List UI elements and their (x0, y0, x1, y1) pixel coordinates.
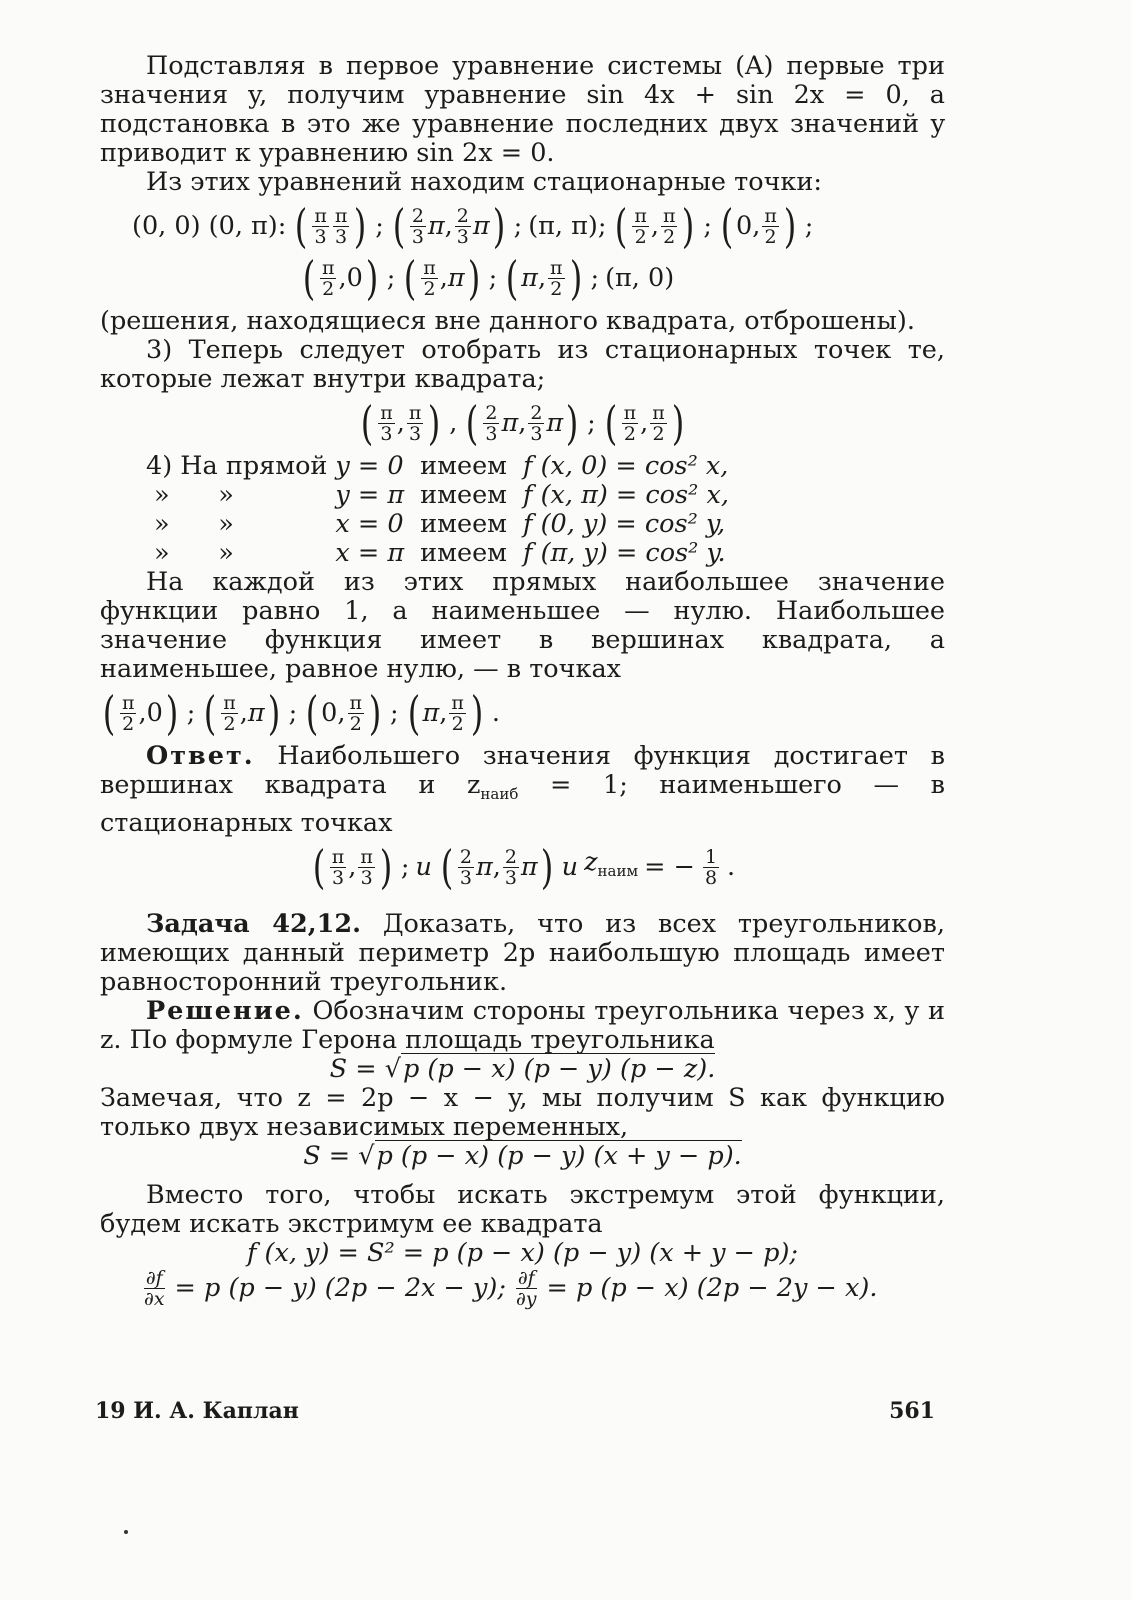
answer-label: Ответ. (146, 741, 255, 771)
table-row: » » y = π имеем f (x, π) = cos² x, (154, 480, 729, 510)
task-label: Задача 42,12. (146, 909, 361, 940)
answer-formula: ( $\frac{\pi}{3}$ , $\frac{\pi}{3}$ ) ; и ( $\frac{2}{3}$ π , $\frac{2}{3}$ π ) и $z_{наим}$ = − $\frac{1}{8}$ . (100, 844, 945, 890)
stationary-points-row2: ( $\frac{\pi}{2}$ , 0 ) ; ( $\frac{\pi}{2}$ , π ) ; ( π , $\frac{\pi}{2}$ ) ; (π, 0) (300, 255, 945, 301)
point-pi2-0: ( $\frac{\pi}{2}$ , 0 ) (300, 255, 381, 301)
point-pi3-pi3: ( $\frac{\pi}{3}$ $\frac{\pi}{3}$ ) (292, 203, 369, 249)
interior-points: ( $\frac{\pi}{3}$ , $\frac{\pi}{3}$ ) , ( $\frac{2}{3}$ π , $\frac{2}{3}$ π ) ; ( $\frac{\pi}{2}$ , $\frac{\pi}{2}$ ) (100, 400, 945, 446)
point-pi-pi2: ( π , $\frac{\pi}{2}$ ) (503, 255, 584, 301)
points-prefix: (0, 0) (0, π): (132, 210, 287, 241)
point-pi-pi: (π, π); (528, 210, 607, 241)
point-pi2-pi: ( $\frac{\pi}{2}$ , π ) (401, 255, 482, 301)
paragraph-step3: 3) Теперь следует отобрать из стационарных точек те, которые лежат внутри квадрата; (100, 335, 945, 394)
page-footer (95, 1398, 935, 1424)
min-points: ( $\frac{\pi}{2}$ , 0 ) ; ( $\frac{\pi}{2}$ , π ) ; ( 0 , $\frac{\pi}{2}$ ) ; ( π , $\frac{\pi}{2}$ ) . (100, 690, 945, 736)
paragraph-stationary-intro: Из этих уравнений находим стационарные точки: (146, 167, 822, 197)
paragraph-substitution: Подставляя в первое уравнение системы (A) первые три значения y, получим уравнение sin 4x + sin 2x = 0, а подстановка в это же уравнение последних двух значений y приводит к уравнению sin 2x = 0. (100, 51, 945, 168)
footer-author: 19 И. А. Каплан (95, 1398, 299, 1424)
point-pi2-pi2: ( $\frac{\pi}{2}$ , $\frac{\pi}{2}$ ) (612, 203, 697, 249)
paragraph-substitute-z: Замечая, что z = 2p − x − y, мы получим S как функцию только двух независимых переменных, (100, 1083, 945, 1143)
table-row: 4) На прямой y = 0 имеем f (x, 0) = cos² x, (146, 451, 729, 481)
paragraph-task: Задача 42,12. Доказать, что из всех треугольников, имеющих данный периметр 2p наибольшую площадь имеет равносторонний треугольник. (100, 909, 945, 998)
page-number: 561 (889, 1398, 935, 1424)
paragraph-answer: Ответ. Наибольшего значения функция достигает в вершинах квадрата и $z_{наиб} = 1$; наименьшего — в стационарных точках (100, 741, 946, 839)
point-2pi3-2pi3: ( $\frac{2}{3}$ π , $\frac{2}{3}$ π ) (390, 203, 508, 249)
solution-label: Решение. (146, 996, 304, 1027)
stationary-points-row1: (0, 0) (0, π): ( $\frac{\pi}{3}$ $\frac{\pi}{3}$ ) ; ( $\frac{2}{3}$ π , $\frac{2}{3}$ π ) ; (π, π); ( $\frac{\pi}{2}$ , $\frac{\pi}{2}$ ) ; ( 0 , $\frac{\pi}{2}$ ) ; (132, 203, 945, 249)
boundary-lines-table (146, 452, 745, 568)
table-row: » » x = 0 имеем f (0, y) = cos² y, (154, 509, 726, 539)
heron-formula-2: S = √p (p − x) (p − y) (x + y − p). (303, 1141, 742, 1172)
paragraph-max-min: На каждой из этих прямых наибольшее значение функции равно 1, а наименьшее — нулю. Наибольшее значение функция имеет в вершинах квадрата, а наименьшее, равное нулю, — в точках (100, 567, 945, 684)
paragraph-solution: Решение. Обозначим стороны треугольника через x, y и z. По формуле Герона площадь треугольника (100, 996, 945, 1056)
f-formula: f (x, y) = S² = p (p − x) (p − y) (x + y − p); (246, 1238, 799, 1269)
heron-formula: S = √p (p − x) (p − y) (p − z). (329, 1054, 716, 1085)
partial-derivatives: $\frac{\partial f}{\partial x}$ = p (p − y) (2p − 2x − y); $\frac{\partial f}{\partial y}$ = p (p − x) (2p − 2y − x). (144, 1267, 878, 1311)
scan-speck (124, 1530, 128, 1534)
point-0-pi2: ( 0 , $\frac{\pi}{2}$ ) (718, 203, 799, 249)
paragraph-square: Вместо того, чтобы искать экстремум этой функции, будем искать экстримум ее квадрата (100, 1180, 945, 1240)
table-row: » » x = π имеем f (π, y) = cos² y. (154, 538, 726, 568)
point-pi-0: (π, 0) (605, 262, 675, 293)
paragraph-discarded: (решения, находящиеся вне данного квадрата, отброшены). (100, 306, 915, 336)
page-body (100, 52, 945, 1309)
